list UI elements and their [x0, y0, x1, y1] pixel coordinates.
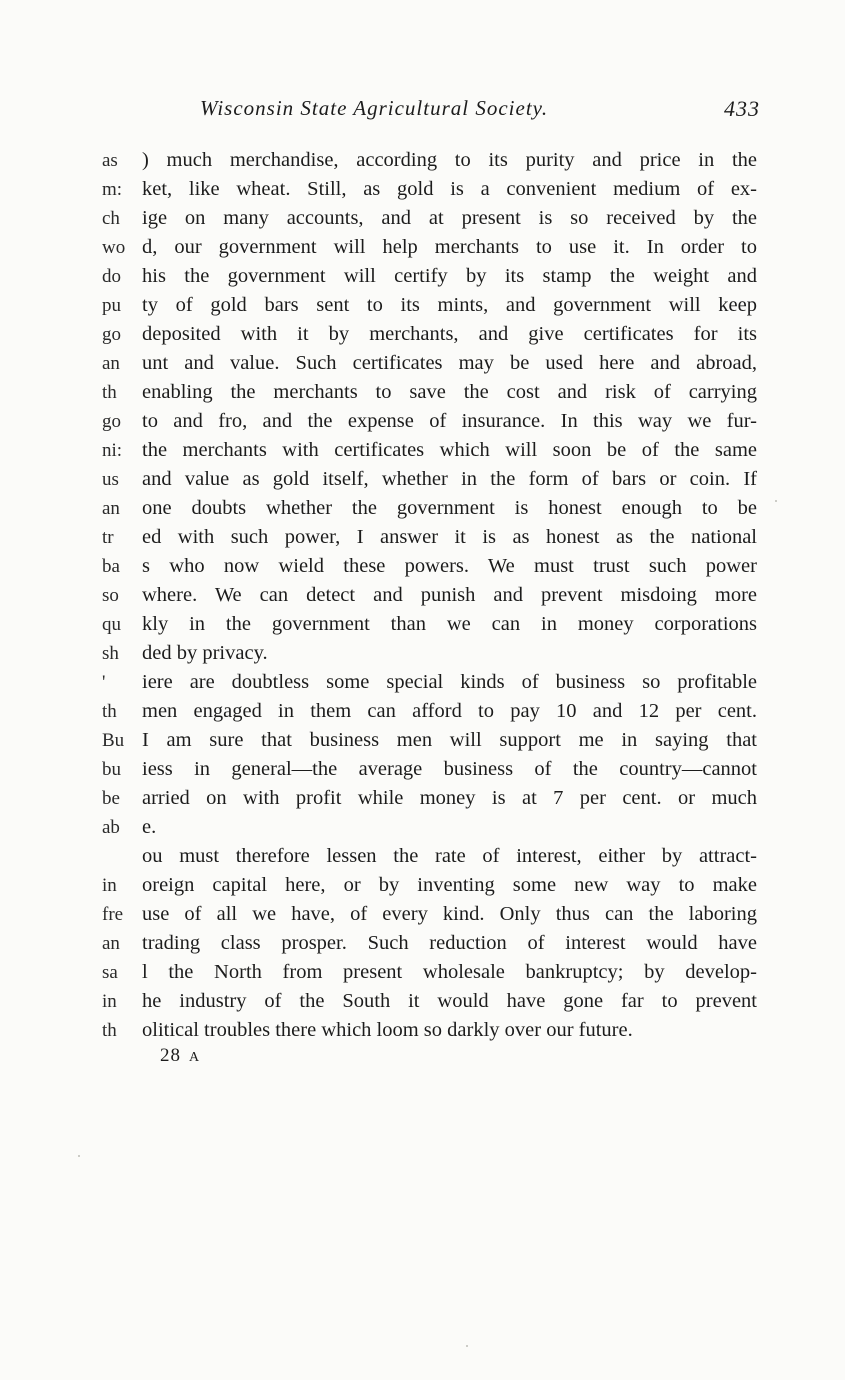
text-line: d, our government will help merchants to use it. In order to [142, 236, 757, 258]
gutter-fragment: pu [102, 295, 121, 316]
gutter-fragment: sh [102, 643, 119, 664]
text-line: ) much merchandise, according to its purity and price in the [142, 149, 757, 171]
text-line: where. We can detect and punish and prevent misdoing more [142, 584, 757, 606]
gutter-fragment: tr [102, 527, 114, 548]
printer-signature [160, 1045, 200, 1067]
text-line: he industry of the South it would have gone far to prevent [142, 990, 757, 1012]
text-line: trading class prosper. Such reduction of interest would have [142, 932, 757, 954]
text-line: use of all we have, of every kind. Only thus can the laboring [142, 903, 757, 925]
gutter-fragment: do [102, 266, 121, 287]
text-line: ed with such power, I answer it is as honest as the national [142, 526, 757, 548]
gutter-fragment: an [102, 353, 120, 374]
paper-speck [775, 500, 777, 502]
text-line: iess in general—the average business of the country—cannot [142, 758, 757, 780]
text-line: men engaged in them can afford to pay 10 and 12 per cent. [142, 700, 757, 722]
page-number: 433 [724, 96, 760, 121]
gutter-fragment: in [102, 991, 117, 1012]
gutter-fragment: bu [102, 759, 121, 780]
text-line: his the government will certify by its stamp the weight and [142, 265, 757, 287]
text-line: the merchants with certificates which will soon be of the same [142, 439, 757, 461]
text-line: ty of gold bars sent to its mints, and government will keep [142, 294, 757, 316]
text-line: iere are doubtless some special kinds of business so profitable [142, 671, 757, 693]
body-text [142, 146, 757, 1045]
gutter-fragment: so [102, 585, 119, 606]
gutter-fragment: Bu [102, 730, 125, 751]
gutter-fragment: an [102, 933, 120, 954]
gutter-fragment: wo [102, 237, 126, 258]
text-line: s who now wield these powers. We must trust such power [142, 555, 757, 577]
text-line: olitical troubles there which loom so darkly over our future. [142, 1019, 633, 1041]
gutter-fragment: ba [102, 556, 120, 577]
cropped-left-margin-fragments [102, 146, 136, 1045]
text-line: deposited with it by merchants, and give certificates for its [142, 323, 757, 345]
text-line: kly in the government than we can in money corporations [142, 613, 757, 635]
signature-letter: A [189, 1050, 201, 1065]
text-line: ket, like wheat. Still, as gold is a convenient medium of ex- [142, 178, 757, 200]
text-line: enabling the merchants to save the cost and risk of carrying [142, 381, 757, 403]
gutter-fragment: us [102, 469, 119, 490]
running-head [200, 96, 760, 126]
text-line: ded by privacy. [142, 642, 268, 664]
text-line: arried on with profit while money is at 7 per cent. or much [142, 787, 757, 809]
gutter-fragment [102, 842, 136, 871]
gutter-fragment: th [102, 382, 117, 403]
gutter-fragment: ni: [102, 440, 123, 461]
text-line: unt and value. Such certificates may be used here and abroad, [142, 352, 757, 374]
text-line: I am sure that business men will support me in saying that [142, 729, 757, 751]
text-line: to and fro, and the expense of insurance. In this way we fur- [142, 410, 757, 432]
text-line: and value as gold itself, whether in the form of bars or coin. If [142, 468, 757, 490]
gutter-fragment: qu [102, 614, 121, 635]
gutter-fragment: as [102, 150, 118, 171]
text-line: ou must therefore lessen the rate of interest, either by attract- [142, 845, 757, 867]
gutter-fragment: in [102, 875, 117, 896]
text-line: l the North from present wholesale bankruptcy; by develop- [142, 961, 757, 983]
text-line: ige on many accounts, and at present is so received by the [142, 207, 757, 229]
gutter-fragment: ab [102, 817, 120, 838]
paper-speck [466, 1345, 468, 1347]
gutter-fragment: an [102, 498, 120, 519]
text-line: e. [142, 816, 157, 838]
gutter-fragment: go [102, 411, 121, 432]
signature-number: 28 [160, 1045, 181, 1066]
text-line: oreign capital here, or by inventing some new way to make [142, 874, 757, 896]
paper-speck [78, 1155, 80, 1157]
running-head-title: Wisconsin State Agricultural Society. [200, 96, 549, 120]
gutter-fragment: fre [102, 904, 124, 925]
gutter-fragment: th [102, 701, 117, 722]
gutter-fragment: go [102, 324, 121, 345]
gutter-fragment: m: [102, 179, 123, 200]
gutter-fragment: ' [102, 672, 106, 693]
gutter-fragment: be [102, 788, 120, 809]
gutter-fragment: th [102, 1020, 117, 1041]
gutter-fragment: ch [102, 208, 120, 229]
text-line: one doubts whether the government is honest enough to be [142, 497, 757, 519]
gutter-fragment: sa [102, 962, 118, 983]
